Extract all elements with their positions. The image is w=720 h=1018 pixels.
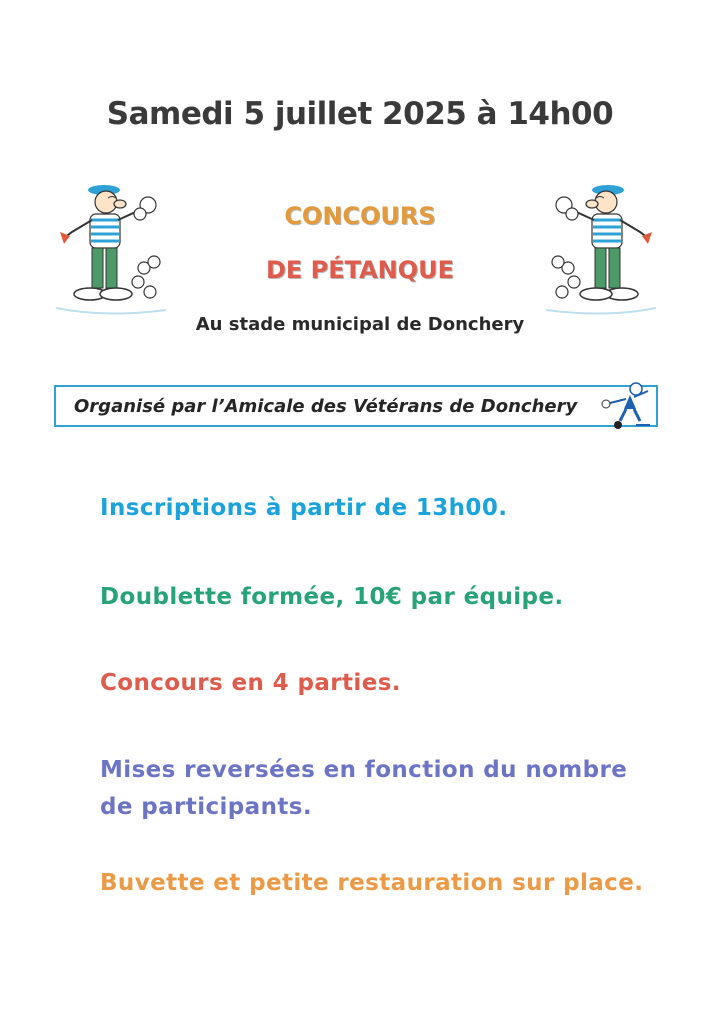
organizer-box <box>54 385 658 427</box>
petanque-mascot-icon <box>596 379 658 433</box>
organizer-text: Organisé par l’Amicale des Vétérans de Donchery <box>74 396 578 417</box>
contest-title-line2: DE PÉTANQUE <box>265 256 455 284</box>
food-info: Buvette et petite restauration sur place. <box>100 870 644 896</box>
registration-info: Inscriptions à partir de 13h00. <box>100 495 508 521</box>
event-date-title: Samedi 5 juillet 2025 à 14h00 <box>106 96 614 132</box>
team-fee-info: Doublette formée, 10€ par équipe. <box>100 584 564 610</box>
prizes-info-line1: Mises reversées en fonction du nombre <box>100 757 628 783</box>
prizes-info-line2: de participants. <box>100 794 312 820</box>
rounds-info: Concours en 4 parties. <box>100 670 401 696</box>
contest-title-line1: CONCOURS <box>284 202 436 230</box>
venue-text: Au stade municipal de Donchery <box>195 314 525 335</box>
